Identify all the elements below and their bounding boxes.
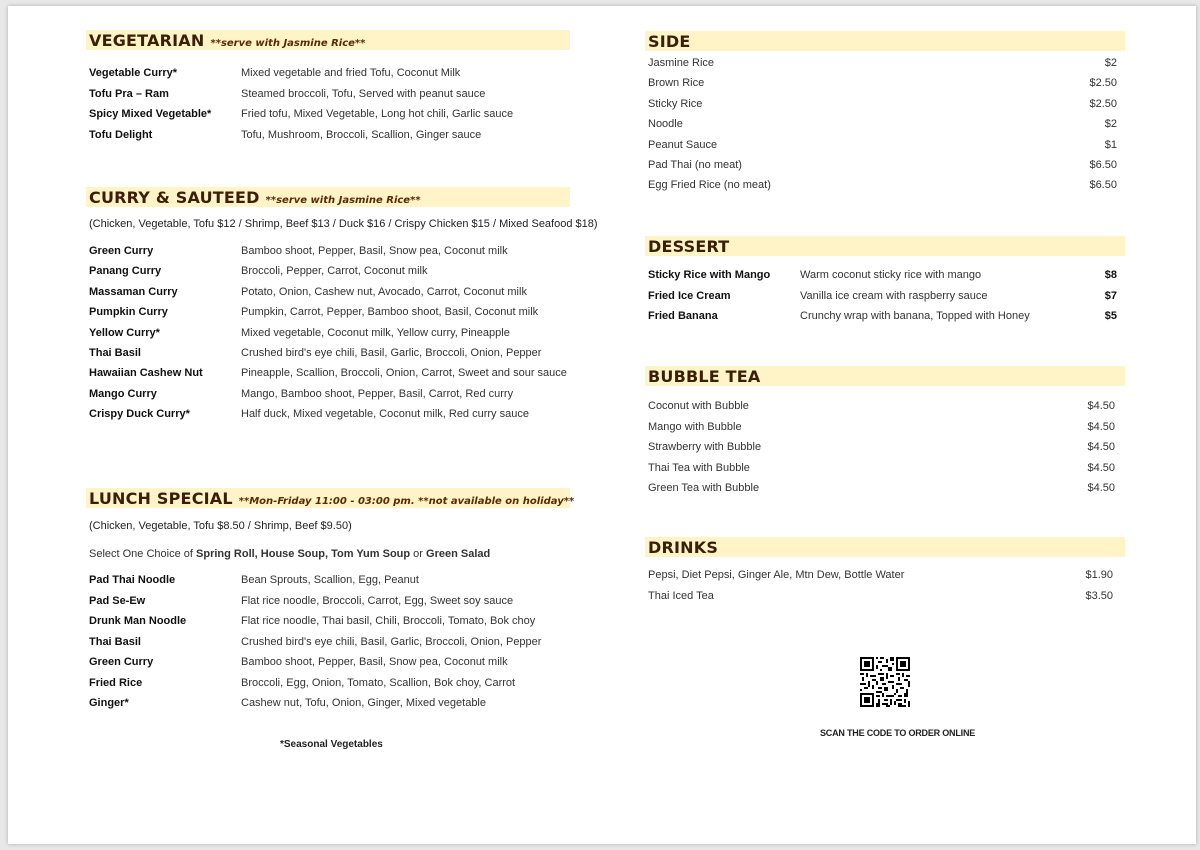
qr-caption: SCAN THE CODE TO ORDER ONLINE: [820, 728, 976, 738]
list-item: [648, 139, 1117, 159]
curry-title: CURRY & SAUTEED: [89, 188, 260, 207]
item-price: $7: [1104, 289, 1117, 302]
list-item: [648, 98, 1117, 118]
qr-code-icon[interactable]: [860, 657, 910, 707]
item-price: $4.50: [1087, 461, 1115, 474]
choice-last-option: Green Salad: [426, 548, 491, 560]
side-header-band: [645, 31, 1125, 51]
item-price: $4.50: [1087, 420, 1115, 433]
item-price: $2: [1104, 118, 1117, 131]
item-name: Crispy Duck Curry*: [89, 408, 190, 421]
item-name: Mango with Bubble: [648, 420, 742, 433]
item-name: Vegetable Curry*: [89, 67, 178, 79]
item-price: $2.50: [1089, 97, 1117, 110]
item-price: $4.50: [1087, 441, 1115, 453]
item-name: Egg Fried Rice (no meat): [648, 179, 771, 192]
item-description: Fried tofu, Mixed Vegetable, Long hot chili, Garlic sauce: [241, 108, 514, 120]
choice-prefix: Select One Choice of: [89, 548, 197, 560]
item-name: Thai Iced Tea: [648, 589, 714, 602]
list-item: [648, 441, 1115, 461]
list-item: [648, 590, 1113, 610]
item-name: Pepsi, Diet Pepsi, Ginger Ale, Mtn Dew, Bottle Water: [648, 569, 905, 581]
item-name: Panang Curry: [89, 265, 162, 278]
list-item: [648, 269, 1117, 289]
item-name: Jasmine Rice: [648, 57, 715, 69]
curry-heading: [89, 188, 421, 207]
item-name: Spicy Mixed Vegetable*: [89, 108, 212, 120]
item-description: Pineapple, Scallion, Broccoli, Onion, Carrot, Sweet and sour sauce: [241, 367, 567, 380]
item-description: Cashew nut, Tofu, Onion, Ginger, Mixed vegetable: [241, 697, 486, 709]
item-description: Broccoli, Pepper, Carrot, Coconut milk: [241, 265, 428, 278]
seasonal-footnote: *Seasonal Vegetables: [280, 739, 383, 750]
item-name: Tofu Pra – Ram: [89, 87, 169, 100]
item-name: Yellow Curry*: [89, 326, 160, 339]
item-description: Crunchy wrap with banana, Topped with Honey: [800, 310, 1030, 322]
item-description: Crushed bird's eye chili, Basil, Garlic, Broccoli, Onion, Pepper: [241, 635, 542, 648]
item-name: Pad Se-Ew: [89, 594, 146, 607]
list-item: [648, 118, 1117, 138]
item-name: Strawberry with Bubble: [648, 441, 762, 453]
item-description: Mixed vegetable and fried Tofu, Coconut Milk: [241, 67, 461, 79]
item-description: Bamboo shoot, Pepper, Basil, Snow pea, Coconut milk: [241, 245, 508, 257]
curry-note: **serve with Jasmine Rice**: [265, 195, 421, 206]
item-price: $5: [1104, 310, 1117, 322]
item-name: Sticky Rice with Mango: [648, 269, 771, 281]
list-item: [648, 400, 1115, 420]
lunch-heading: [89, 489, 574, 508]
item-description: Pumpkin, Carrot, Pepper, Bamboo shoot, Basil, Coconut milk: [241, 306, 539, 319]
list-item: [648, 462, 1115, 482]
item-name: Mango Curry: [89, 387, 157, 400]
item-price: $2.50: [1089, 77, 1117, 90]
item-description: Flat rice noodle, Thai basil, Chili, Broccoli, Tomato, Bok choy: [241, 615, 536, 627]
item-description: Half duck, Mixed vegetable, Coconut milk, Red curry sauce: [241, 408, 529, 421]
lunch-note: **Mon-Friday 11:00 - 03:00 pm. **not available on holiday**: [238, 496, 575, 507]
list-item: [648, 482, 1115, 502]
item-name: Coconut with Bubble: [648, 400, 749, 412]
list-item: [648, 77, 1117, 97]
side-title: SIDE: [648, 32, 691, 51]
item-description: Bamboo shoot, Pepper, Basil, Snow pea, Coconut milk: [241, 656, 508, 668]
menu-sheet: [8, 6, 1196, 844]
lunch-choice-line: [89, 548, 490, 560]
list-item: [648, 57, 1117, 77]
item-name: Fried Rice: [89, 676, 143, 689]
item-description: Tofu, Mushroom, Broccoli, Scallion, Ginger sauce: [241, 128, 482, 141]
item-description: Potato, Onion, Cashew nut, Avocado, Carrot, Coconut milk: [241, 285, 527, 298]
item-description: Flat rice noodle, Broccoli, Carrot, Egg, Sweet soy sauce: [241, 594, 514, 607]
item-price: $6.50: [1089, 179, 1117, 192]
item-name: Peanut Sauce: [648, 138, 718, 151]
vegetarian-title: VEGETARIAN: [89, 31, 205, 50]
item-name: Thai Basil: [89, 635, 141, 648]
item-description: Steamed broccoli, Tofu, Served with peanut sauce: [241, 87, 486, 100]
item-name: Drunk Man Noodle: [89, 615, 187, 627]
list-item: [648, 310, 1117, 330]
item-name: Green Curry: [89, 656, 154, 668]
item-name: Sticky Rice: [648, 97, 703, 110]
dessert-title: DESSERT: [648, 237, 730, 256]
item-name: Fried Ice Cream: [648, 289, 731, 302]
item-price: $6.50: [1089, 159, 1117, 171]
list-item: [648, 159, 1117, 179]
item-description: Warm coconut sticky rice with mango: [800, 269, 982, 281]
item-name: Ginger*: [89, 697, 129, 709]
item-name: Thai Basil: [89, 347, 141, 359]
item-name: Pumpkin Curry: [89, 306, 168, 319]
item-price: $4.50: [1087, 400, 1115, 412]
item-description: Mixed vegetable, Coconut milk, Yellow curry, Pineapple: [241, 326, 510, 339]
item-price: $1: [1104, 138, 1117, 151]
item-description: Crushed bird's eye chili, Basil, Garlic, Broccoli, Onion, Pepper: [241, 347, 542, 359]
vegetarian-note: **serve with Jasmine Rice**: [210, 38, 366, 49]
item-description: Mango, Bamboo shoot, Pepper, Basil, Carrot, Red curry: [241, 387, 514, 400]
vegetarian-heading: [89, 31, 365, 50]
item-description: Broccoli, Egg, Onion, Tomato, Scallion, Bok choy, Carrot: [241, 676, 516, 689]
lunch-price-line: (Chicken, Vegetable, Tofu $8.50 / Shrimp, Beef $9.50): [89, 520, 352, 532]
list-item: [648, 179, 1117, 199]
item-name: Fried Banana: [648, 310, 718, 322]
item-price: $1.90: [1085, 569, 1113, 581]
list-item: [648, 569, 1113, 589]
item-name: Tofu Delight: [89, 128, 153, 141]
item-description: Bean Sprouts, Scallion, Egg, Peanut: [241, 574, 419, 586]
item-name: Hawaiian Cashew Nut: [89, 367, 203, 380]
choice-options: Spring Roll, House Soup, Tom Yum Soup: [196, 548, 411, 560]
choice-or: or: [410, 548, 427, 560]
item-name: Massaman Curry: [89, 285, 178, 298]
item-price: $4.50: [1087, 482, 1115, 494]
item-price: $2: [1104, 57, 1117, 69]
item-description: Vanilla ice cream with raspberry sauce: [800, 289, 988, 302]
list-item: [648, 290, 1117, 310]
list-item: [648, 421, 1115, 441]
item-price: $8: [1104, 269, 1117, 281]
item-name: Noodle: [648, 118, 683, 131]
item-name: Pad Thai (no meat): [648, 159, 742, 171]
item-name: Brown Rice: [648, 77, 705, 90]
item-name: Green Tea with Bubble: [648, 482, 760, 494]
curry-price-line: (Chicken, Vegetable, Tofu $12 / Shrimp, Beef $13 / Duck $16 / Crispy Chicken $15 / Mixed Seafood $18): [89, 218, 598, 230]
drinks-title: DRINKS: [648, 538, 719, 557]
item-name: Pad Thai Noodle: [89, 574, 176, 586]
item-name: Thai Tea with Bubble: [648, 461, 750, 474]
bubble-title: BUBBLE TEA: [648, 367, 761, 386]
item-name: Green Curry: [89, 245, 154, 257]
item-price: $3.50: [1085, 589, 1113, 602]
lunch-title: LUNCH SPECIAL: [89, 489, 233, 508]
